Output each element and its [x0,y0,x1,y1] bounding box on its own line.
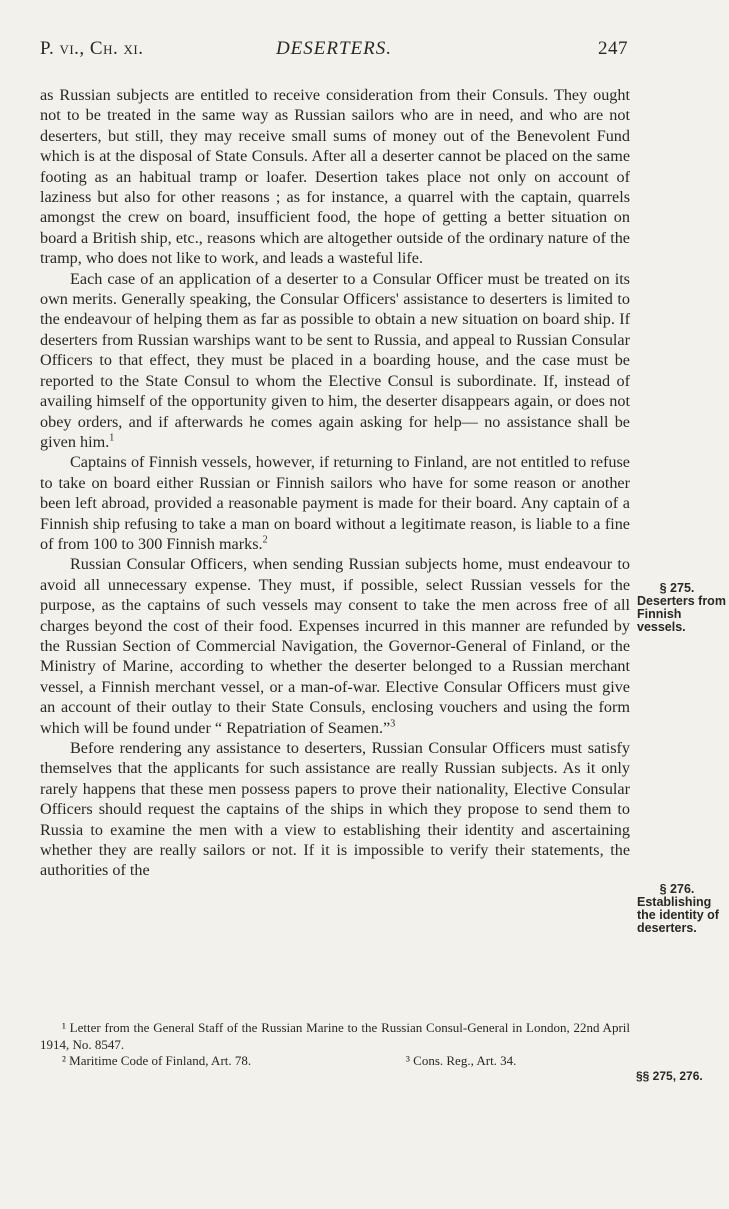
footnote-ref[interactable]: 2 [262,534,268,546]
footnote-ref[interactable]: 3 [390,718,396,730]
running-header [40,38,628,68]
margin-section-number: § 276. [659,882,695,896]
page-title: DESERTERS. [275,38,393,59]
margin-note-text: Deserters from Finnish vessels. [637,594,726,634]
footnote-row [40,1053,630,1070]
margin-note-text: Establishing the identity of deserters. [637,895,719,935]
footnote-1: ¹ Letter from the General Staff of the Russian Marine to the Russian Consul-General in London, 22nd April 1914, No. 8547. [40,1020,630,1052]
paragraph-continued: as Russian subjects are entitled to receive consideration from their Consuls. They ought not to be treated in the same way as Russian sailors who are in need, and who are not deserters, but still, they may receive small sums of money out of the Benevolent Fund which is at the disposal of State Consuls. After all a deserter cannot be placed on the same footing as an habitual tramp or loafer. Desertion takes place not only on account of laziness but also for other reasons ; as for instance, a quarrel with the captain, quarrels amongst the crew on board, insufficient food, the hope of getting a better situation on board a British ship, etc., reasons which are altogether outside of the ordinary nature of the tramp, who does not like to work, and leads a wasteful life. [40,86,630,268]
footnote-2: ² Maritime Code of Finland, Art. 78. [62,1053,252,1068]
part-chapter-label: P. vi., Ch. xi. [40,38,144,59]
margin-note-275 [637,582,727,634]
page-number: 247 [598,38,628,59]
footnotes [40,1020,630,1070]
footnote-ref[interactable]: 1 [109,432,115,444]
main-text [40,85,630,881]
footnote-3: ³ Cons. Reg., Art. 34. [406,1053,517,1068]
paragraph: Russian Consular Officers, when sending Russian subjects home, must endeavour to avoid all unnecessary expense. They must, if possible, select Russian vessels for the purpose, as the captains of such vessels may consent to take the men across free of all charges beyond the cost of their food. Expenses incurred in this manner are refunded by the Russian Section of Commercial Navigation, the Governor-General of Finland, or the Ministry of Marine, according to whether the deserter belonged to a Russian merchant vessel, a Finnish merchant vessel, or a man-of-war. Elective Consular Officers must give an account of their outlay to their State Consuls, enclosing vouchers and using the form which will be found under “ Repatriation of Seamen.”$^3$ [40,555,630,737]
margin-section-number: § 275. [659,581,695,595]
paragraph: Captains of Finnish vessels, however, if returning to Finland, are not entitled to refuse to take on board either Russian or Finnish sailors who have for some reason or another been left abroad, provided a reasonable payment is made for their board. Any captain of a Finnish ship refusing to take a man on board without a legitimate reason, is liable to a fine of from 100 to 300 Finnish marks.$^2$ [40,453,630,553]
section-signature: §§ 275, 276. [636,1069,703,1083]
footnote-divider [40,1018,628,1019]
paragraph: Each case of an application of a deserter to a Consular Officer must be treated on its own merits. Generally speaking, the Consular Officers' assistance to deserters is limited to the endeavour of helping them as far as possible to obtain a new situation on board ship. If deserters from Russian warships want to be sent to Russia, and appeal to Russian Consular Officers to that effect, they must be placed in a boarding house, and the case must be reported to the State Consul to whom the Elective Consul is subordinate. If, instead of availing himself of the opportunity given to him, the deserter disappears again, or does not obey orders, and if afterwards he comes again asking for help— no assistance shall be given him.$^1$ [40,269,630,451]
margin-note-276 [637,883,727,935]
paragraph: Before rendering any assistance to deserters, Russian Consular Officers must satisfy themselves that the applicants for such assistance are really Russian subjects. As it only rarely happens that these men possess papers to prove their nationality, Elective Consular Officers should request the captains of the ships in which they propose to send them to Russia to examine the men with a view to establishing their identity and ascertaining whether they are really sailors or not. If it is impossible to verify their statements, the authorities of the [40,739,630,880]
